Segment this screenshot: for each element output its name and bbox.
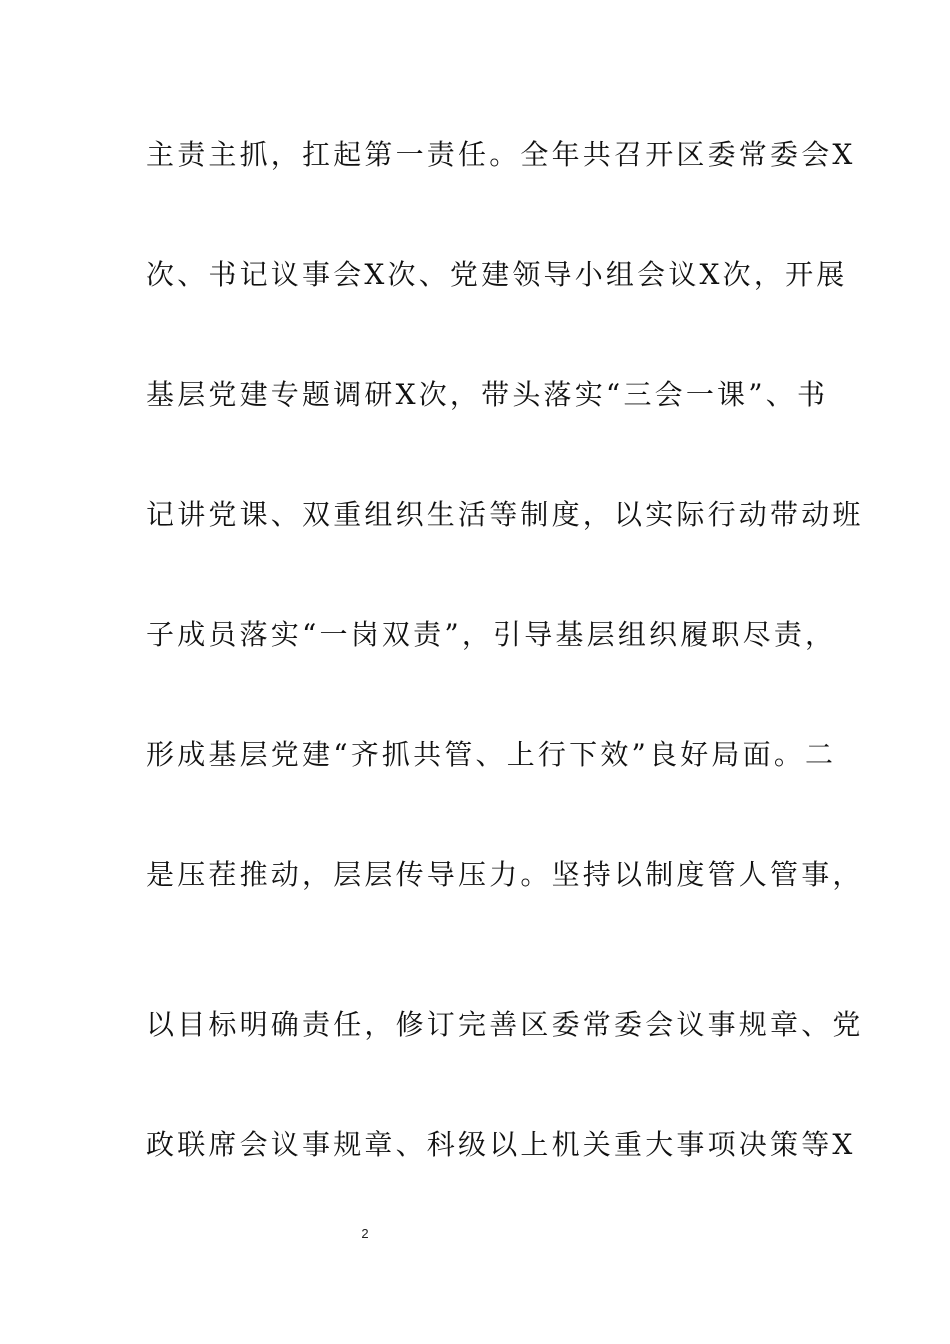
page-number: 2 [361, 1226, 369, 1241]
body-text-line: 政联席会议事规章、科级以上机关重大事项决策等X [146, 1128, 856, 1161]
body-text-line: 子成员落实“一岗双责”，引导基层组织履职尽责， [146, 618, 837, 651]
body-text-line: 以目标明确责任，修订完善区委常委会议事规章、党 [146, 1008, 864, 1041]
body-text-line: 记讲党课、双重组织生活等制度，以实际行动带动班 [146, 498, 864, 531]
body-text-line: 基层党建专题调研X次，带头落实“三会一课”、书 [146, 378, 829, 411]
body-text-line: 主责主抓，扛起第一责任。全年共召开区委常委会X [146, 138, 856, 171]
body-text-line: 是压茬推动，层层传导压力。坚持以制度管人管事， [146, 858, 864, 891]
body-text-line: 形成基层党建“齐抓共管、上行下效”良好局面。二 [146, 738, 837, 771]
body-text-line: 次、书记议事会X次、党建领导小组会议X次，开展 [146, 258, 848, 291]
